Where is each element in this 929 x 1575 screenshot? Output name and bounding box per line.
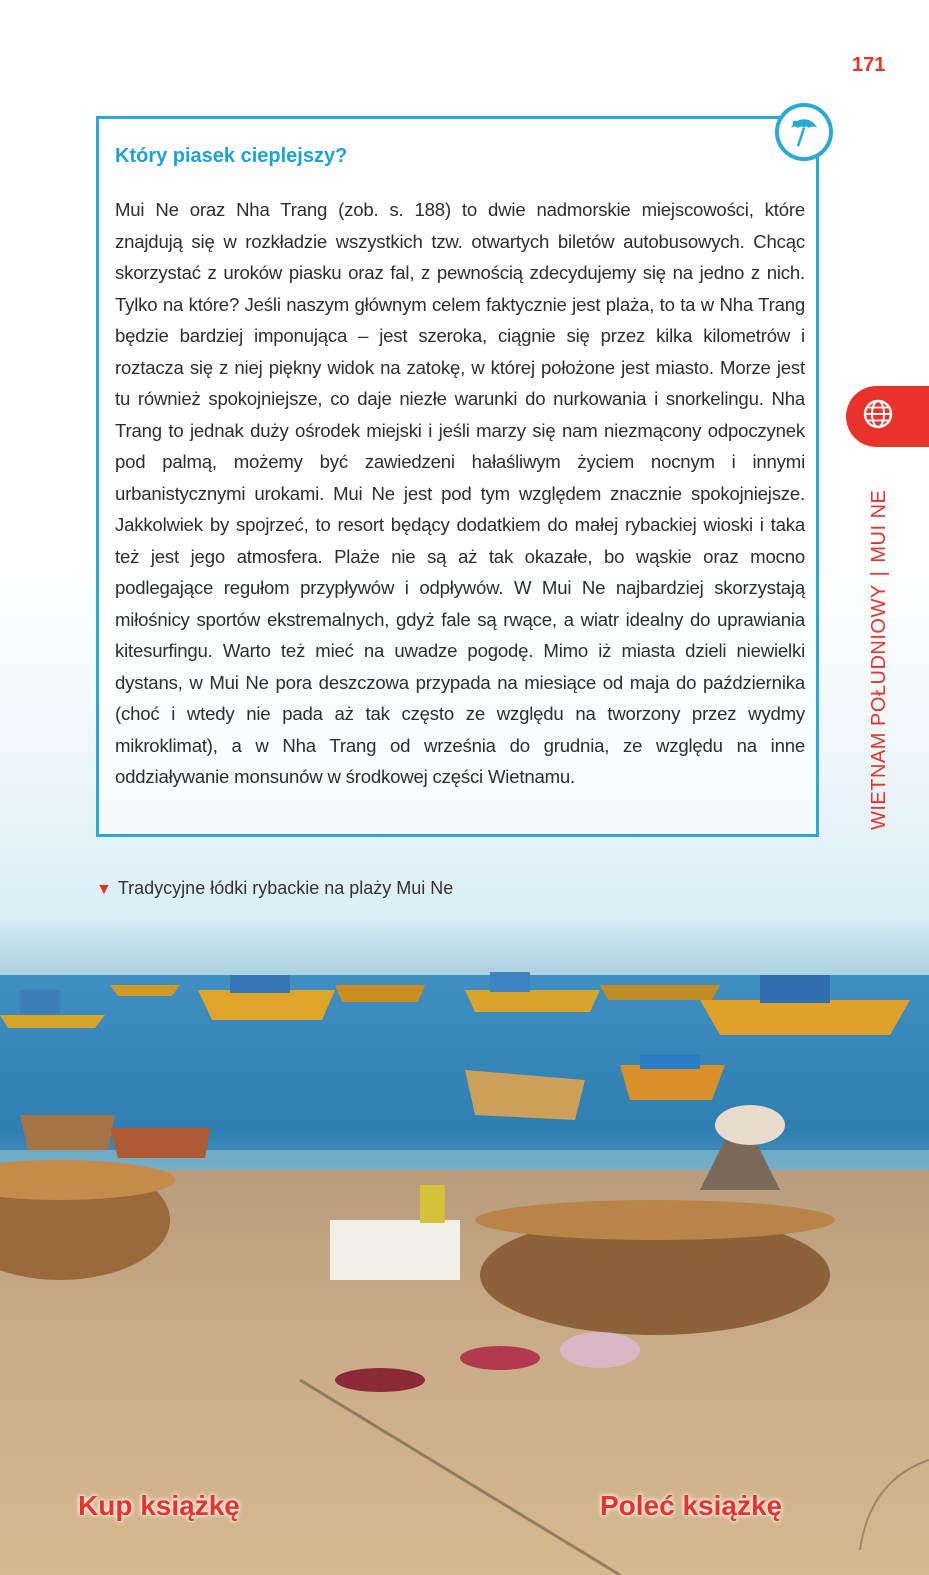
photo-caption-text: Tradycyjne łódki rybackie na plaży Mui Ne: [117, 878, 454, 898]
info-box: [96, 116, 819, 837]
info-box-body: Mui Ne oraz Nha Trang (zob. s. 188) to dwie nadmorskie miejscowości, które znajdują się w rozkładzie wszystkich tzw. otwartych biletów autobusowych. Chcąc skorzystać z uroków piasku oraz fal, z pewnością zdecydujemy się na jedno z nich. Tylko na które? Jeśli naszym głównym celem faktycznie jest plaża, to ta w Nha Trang będzie bardziej imponująca – jest szeroka, ciągnie się przez kilka kilometrów i roztacza się z niej piękny widok na zatokę, w której położone jest miasto. Morze jest tu również spokojniejsze, co daje niezłe warunki do nurkowania i snorkelingu. Nha Trang to jednak duży ośrodek miejski i jeśli marzy się nam niezmącony odpoczynek pod palmą, możemy być zawiedzeni hałaśliwym życiem nocnym i innymi urbanistycznymi urokami. Mui Ne jest pod tym względem znacznie spokojniejsze. Jakkolwiek by spojrzeć, to resort będący dodatkiem do małej rybackiej wioski i taka też jest jego atmosfera. Plaże nie są aż tak okazałe, bo wąskie oraz mocno podlegające regułom przypływów i odpływów. W Mui Ne najbardziej skorzystają miłośnicy sportów ekstremalnych, gdyż fale są rwące, a wiatr idealny do uprawiania kitesurfingu. Warto też mieć na uwadze pogodę. Mimo iż miasta dzieli niewielki dystans, w Mui Ne pora deszczowa przypada na miesiące od maja do października (choć i wtedy nie pada aż tak często ze względu na tworzony przez wydmy mikroklimat), a w Nha Trang od września do grudnia, ze względu na inne oddziaływanie monsunów w środkowej części Wietnamu.: [115, 199, 805, 787]
page-number: 171: [852, 54, 886, 76]
beach-umbrella-icon: [775, 103, 833, 161]
running-head-separator: |: [868, 570, 890, 577]
photo-caption: [96, 878, 453, 899]
globe-icon: [862, 398, 894, 435]
region-label: WIETNAM POŁUDNIOWY: [868, 584, 890, 830]
chapter-tab: [846, 386, 929, 447]
place-label: MUI NE: [868, 489, 890, 563]
chapter-running-head: [868, 470, 891, 830]
buy-book-link[interactable]: Kup książkę: [78, 1490, 240, 1521]
recommend-book-link[interactable]: Poleć książkę: [600, 1490, 783, 1521]
beach-photo: [0, 920, 929, 1575]
info-box-title: Który piasek cieplejszy?: [115, 145, 348, 167]
caption-marker-icon: ▼: [96, 881, 112, 898]
